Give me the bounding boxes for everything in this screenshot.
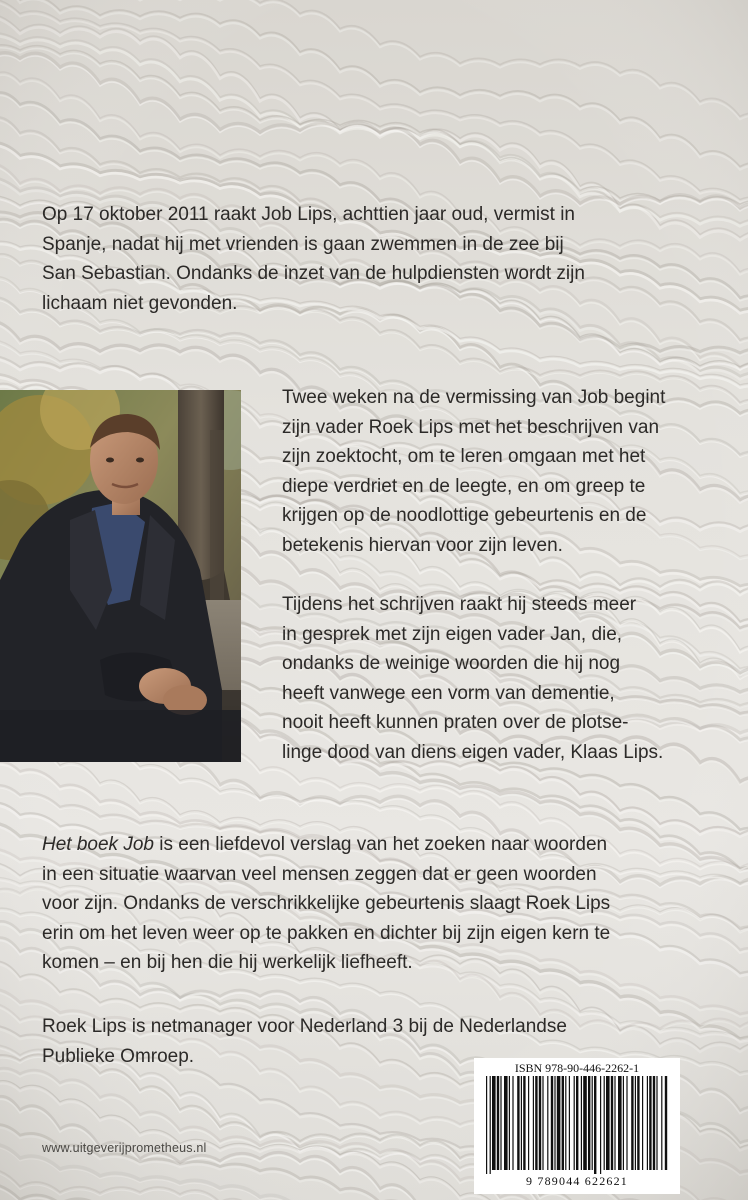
- barcode-bar: [594, 1076, 596, 1174]
- text-line: Publieke Omroep.: [42, 1045, 195, 1067]
- ean-digits: 9 789044 622621: [526, 1174, 628, 1188]
- isbn-barcode: [474, 1058, 680, 1194]
- barcode-bar: [490, 1076, 491, 1174]
- text-line: Roek Lips is netmanager voor Nederland 3 bij de Nederlandse: [42, 1016, 567, 1037]
- barcode-bar: [542, 1076, 543, 1170]
- text-line: ondanks de weinige woorden die hij nog: [282, 653, 621, 674]
- barcode-bar: [592, 1076, 593, 1170]
- text-line: San Sebastian. Ondanks de inzet van de hulpdiensten wordt zijn: [42, 263, 585, 284]
- text-fragment: is een liefdevol verslag van het zoeken naar woorden: [153, 834, 608, 855]
- barcode-bar: [574, 1076, 575, 1170]
- barcode-bar: [554, 1076, 555, 1170]
- text-line: zijn zoektocht, om te leren omgaan met het: [282, 446, 646, 467]
- barcode-bar: [611, 1076, 613, 1170]
- barcode-bar: [631, 1076, 633, 1170]
- text-line: Op 17 oktober 2011 raakt Job Lips, achttien jaar oud, vermist in: [42, 204, 576, 225]
- barcode-bar: [547, 1076, 548, 1170]
- barcode-bar: [497, 1076, 499, 1170]
- barcode-bar: [653, 1076, 655, 1170]
- text-line: Spanje, nadat hij met vrienden is gaan zwemmen in de zee bij: [42, 233, 564, 255]
- barcode-bar: [523, 1076, 525, 1170]
- barcode-bar: [539, 1076, 541, 1170]
- barcode-bar: [565, 1076, 566, 1170]
- barcode-bar: [512, 1076, 513, 1170]
- text-line: in een situatie waarvan veel mensen zeggen dat er geen woorden: [42, 863, 597, 885]
- barcode-bar: [649, 1076, 651, 1170]
- barcode-bars: [486, 1076, 668, 1174]
- barcode-bar: [637, 1076, 639, 1170]
- text-line: betekenis hiervan voor zijn leven.: [282, 534, 563, 556]
- text-line: diepe verdriet en de leegte, en om greep te: [282, 475, 646, 497]
- father-paragraph: [282, 590, 663, 767]
- barcode-bar: [504, 1076, 508, 1170]
- text-line: [42, 830, 610, 860]
- barcode-bar: [661, 1076, 662, 1170]
- barcode-bar: [600, 1076, 601, 1174]
- text-line: komen – en bij hen die hij werkelijk liefheeft.: [42, 952, 413, 973]
- text-line: heeft vanwege een vorm van dementie,: [282, 682, 615, 704]
- barcode-bar: [521, 1076, 522, 1170]
- text-line: lichaam niet gevonden.: [42, 292, 238, 314]
- barcode-bar: [535, 1076, 537, 1170]
- barcode-bar: [581, 1076, 582, 1170]
- barcode-bar: [492, 1076, 496, 1170]
- barcode-bar: [665, 1076, 667, 1170]
- barcode-bar: [551, 1076, 553, 1170]
- text-line: Twee weken na de vermissing van Job begint: [282, 387, 666, 408]
- text-line: Tijdens het schrijven raakt hij steeds meer: [282, 594, 637, 615]
- book-title: Het boek Job: [42, 834, 154, 855]
- barcode-bar: [509, 1076, 510, 1170]
- text-line: linge dood van diens eigen vader, Klaas Lips.: [282, 741, 664, 763]
- barcode-bar: [500, 1076, 501, 1170]
- barcode-bar: [569, 1076, 570, 1170]
- barcode-bar: [604, 1076, 605, 1170]
- barcode-bar: [623, 1076, 624, 1170]
- barcode-bar: [583, 1076, 587, 1170]
- text-line: voor zijn. Ondanks de verschrikkelijke gebeurtenis slaagt Roek Lips: [42, 893, 611, 914]
- text-line: in gesprek met zijn eigen vader Jan, die,: [282, 623, 623, 645]
- barcode-bar: [606, 1076, 610, 1170]
- text-line: zijn vader Roek Lips met het beschrijven van: [282, 416, 660, 438]
- barcode-bar: [557, 1076, 561, 1170]
- publisher-website: www.uitgeverijprometheus.nl: [42, 1141, 207, 1155]
- text-line: krijgen op de noodlottige gebeurtenis en de: [282, 505, 647, 526]
- barcode-bar: [626, 1076, 627, 1170]
- barcode-bar: [576, 1076, 578, 1170]
- barcode-bar: [642, 1076, 643, 1170]
- barcode-bar: [656, 1076, 657, 1170]
- barcode-bar: [647, 1076, 648, 1170]
- isbn-number: ISBN 978-90-446-2262-1: [514, 1061, 640, 1075]
- story-paragraph: [282, 383, 665, 560]
- author-photo: [0, 390, 241, 762]
- barcode-bar: [635, 1076, 636, 1170]
- barcode-bar: [618, 1076, 622, 1170]
- barcode-bar: [533, 1076, 534, 1170]
- barcode-bar: [614, 1076, 615, 1170]
- barcode-bar: [486, 1076, 487, 1174]
- barcode-bar: [528, 1076, 529, 1170]
- barcode-bar: [517, 1076, 519, 1170]
- text-line: erin om het leven weer op te pakken en dichter bij zijn eigen kern te: [42, 922, 611, 944]
- intro-paragraph: [42, 200, 585, 318]
- text-line: nooit heeft kunnen praten over de plotse-: [282, 712, 629, 733]
- book-summary-paragraph: [42, 830, 610, 978]
- barcode-bar: [588, 1076, 590, 1170]
- barcode-bar: [562, 1076, 564, 1170]
